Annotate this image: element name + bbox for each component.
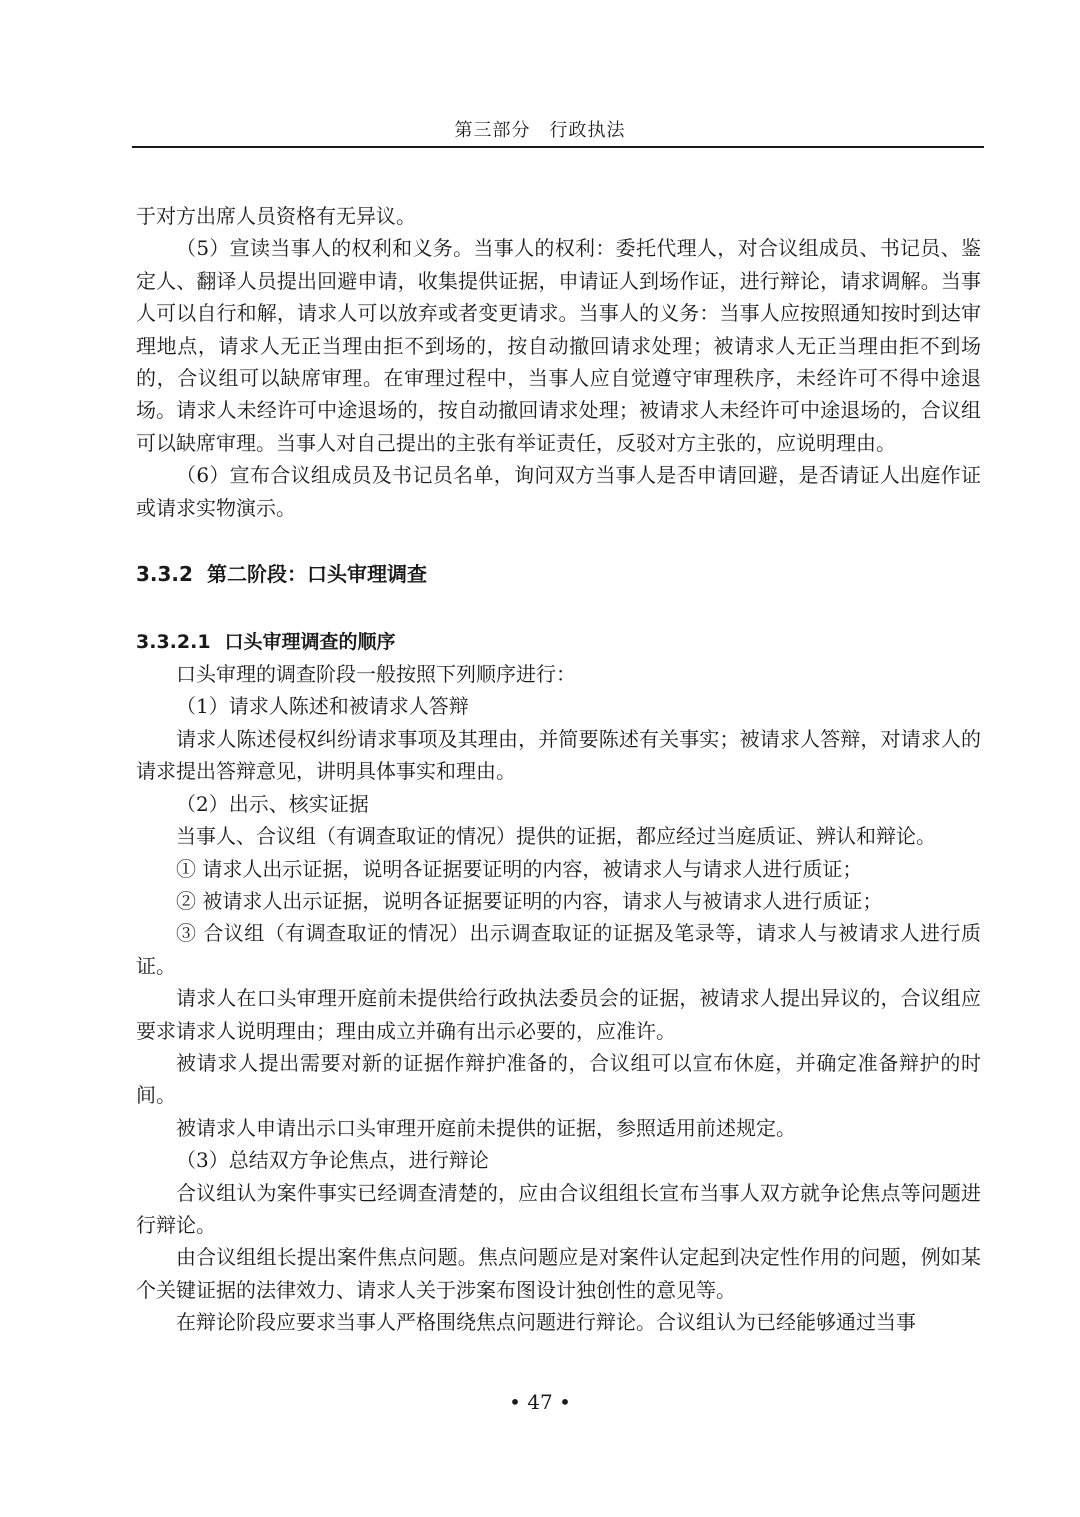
paragraph: （5）宣读当事人的权利和义务。当事人的权利：委托代理人，对合议组成员、书记员、鉴定人、翻译人员提出回避申请，收集提供证据，申请证人到场作证，进行辩论，请求调解。当事人可以自行和解，请求人可以放弃或者变更请求。当事人的义务：当事人应按照通知按时到达审理地点，请求人无正当理由拒不到场的，按自动撤回请求处理；被请求人无正当理由拒不到场的，合议组可以缺席审理。在审理过程中，当事人应自觉遵守审理秩序，未经许可不得中途退场。请求人未经许可中途退场的，按自动撤回请求处理；被请求人未经许可中途退场的，合议组可以缺席审理。当事人对自己提出的主张有举证责任，反驳对方主张的，应说明理由。: [136, 236, 981, 455]
section-number: 3.3.2: [136, 562, 193, 587]
header-rule: [132, 146, 984, 148]
section-title: 第二阶段：口头审理调查: [206, 562, 427, 587]
paragraph: 合议组认为案件事实已经调查清楚的，应由合议组组长宣布当事人双方就争论焦点等问题进行辩论。: [136, 1180, 981, 1237]
paragraph: 于对方出席人员资格有无异议。: [136, 204, 416, 228]
paragraph: 请求人在口头审理开庭前未提供给行政执法委员会的证据，被请求人提出异议的，合议组应要求请求人说明理由；理由成立并确有出示必要的，应准许。: [136, 986, 981, 1043]
section-title: 口头审理调查的顺序: [224, 631, 396, 654]
paragraph: 在辩论阶段应要求当事人严格围绕焦点问题进行辩论。合议组认为已经能够通过当事: [176, 1310, 916, 1335]
running-header: 第三部分 行政执法: [454, 120, 626, 141]
list-item-heading: （2）出示、核实证据: [176, 791, 369, 816]
paragraph: 被请求人申请出示口头审理开庭前未提供的证据，参照适用前述规定。: [176, 1115, 796, 1140]
paragraph: 口头审理的调查阶段一般按照下列顺序进行：: [176, 662, 576, 687]
numbered-item: ③ 合议组（有调查取证的情况）出示调查取证的证据及笔录等，请求人与被请求人进行质证。: [136, 921, 981, 978]
page-number: • 47 •: [509, 1390, 571, 1414]
section-heading-3-3-2: [136, 558, 981, 590]
paragraph: 请求人陈述侵权纠纷请求事项及其理由，并简要陈述有关事实；被请求人答辩，对请求人的请求提出答辩意见，讲明具体事实和理由。: [136, 726, 981, 784]
section-number: 3.3.2.1: [136, 631, 211, 654]
paragraph: 被请求人提出需要对新的证据作辩护准备的，合议组可以宣布休庭，并确定准备辩护的时间。: [136, 1050, 981, 1108]
numbered-item: ② 被请求人出示证据，说明各证据要证明的内容，请求人与被请求人进行质证；: [176, 888, 883, 913]
paragraph: 由合议组组长提出案件焦点问题。焦点问题应是对案件认定起到决定性作用的问题，例如某个关键证据的法律效力、请求人关于涉案布图设计独创性的意见等。: [136, 1245, 981, 1302]
paragraph: （6）宣布合议组成员及书记员名单，询问双方当事人是否申请回避，是否请证人出庭作证或请求实物演示。: [136, 463, 981, 520]
paragraph: 当事人、合议组（有调查取证的情况）提供的证据，都应经过当庭质证、辨认和辩论。: [176, 824, 936, 849]
list-item-heading: （1）请求人陈述和被请求人答辩: [176, 694, 469, 719]
section-heading-3-3-2-1: [136, 626, 981, 658]
list-item-heading: （3）总结双方争论焦点，进行辩论: [176, 1148, 489, 1173]
numbered-item: ① 请求人出示证据，说明各证据要证明的内容，被请求人与请求人进行质证；: [176, 856, 863, 881]
main-content: [136, 200, 981, 1339]
